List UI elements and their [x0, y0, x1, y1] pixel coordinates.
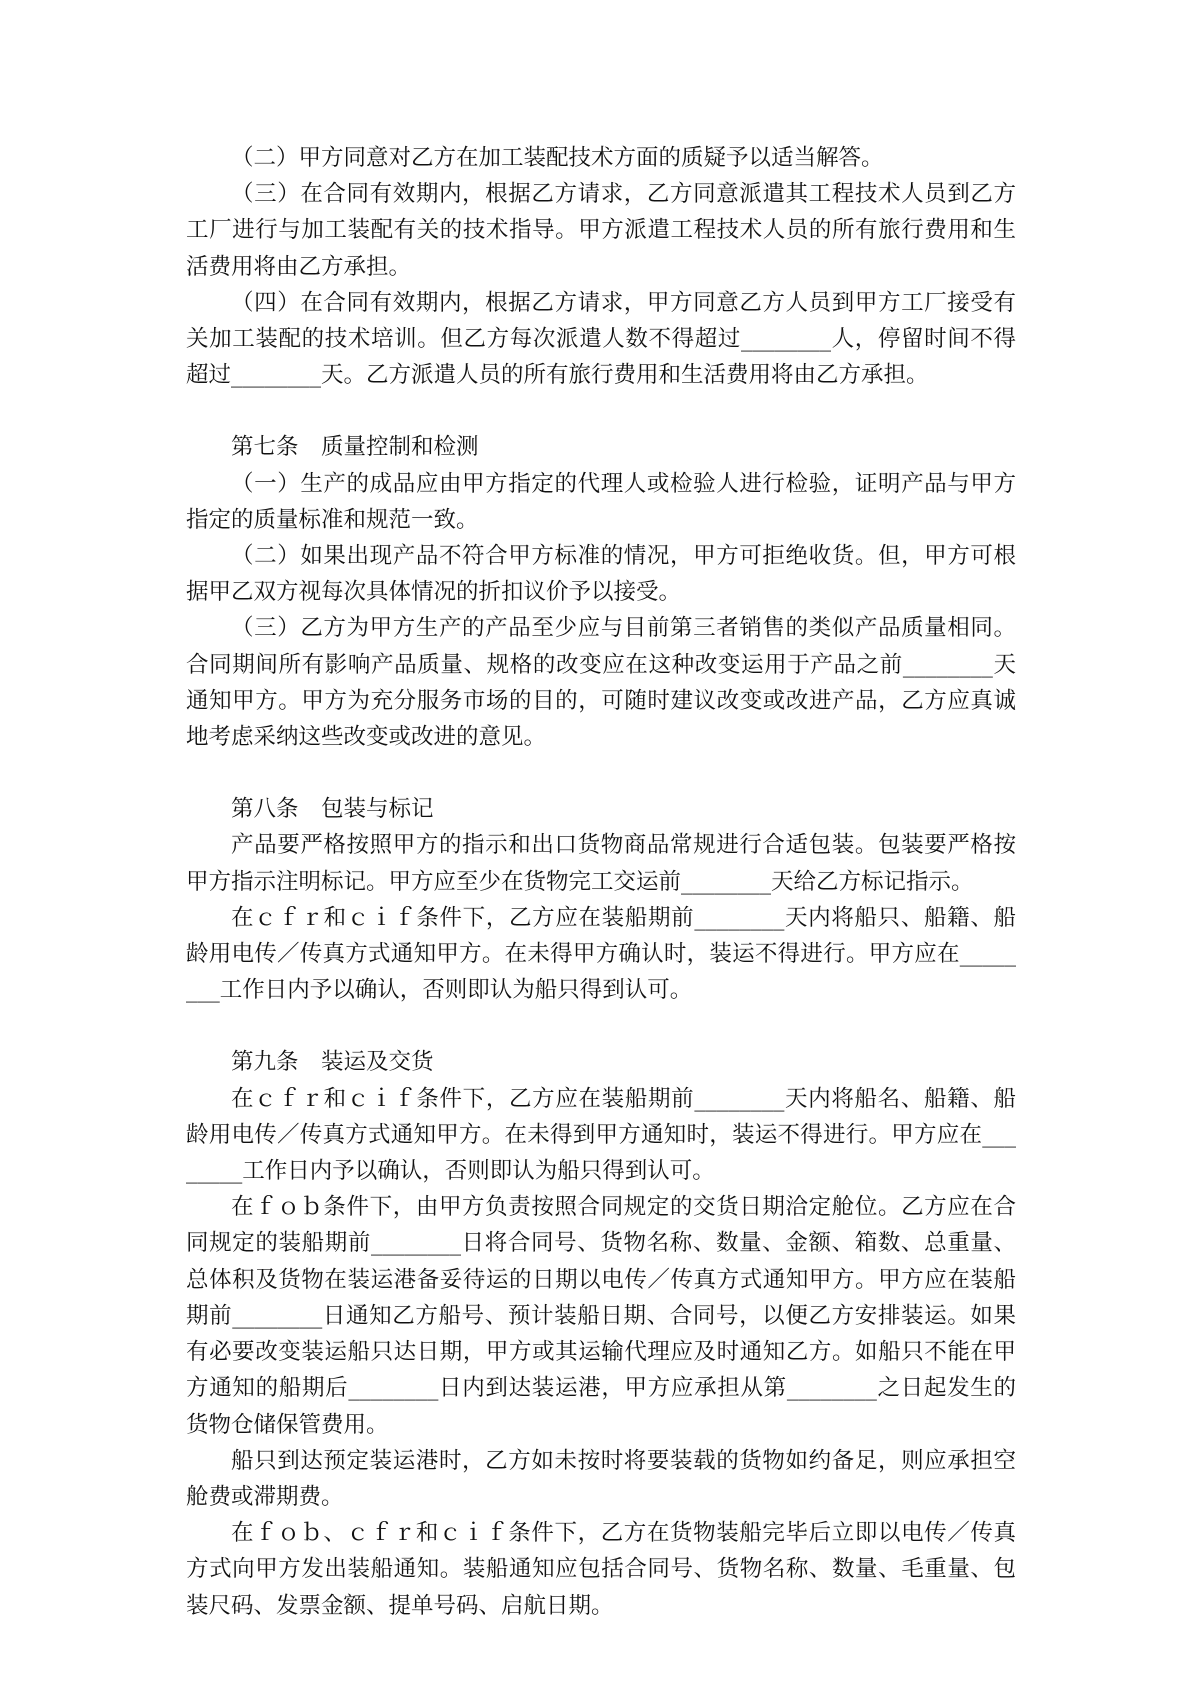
article-7-heading: 第七条 质量控制和检测	[231, 434, 479, 461]
clause-9-2: 在ｆｏｂ条件下，由甲方负责按照合同规定的交货日期洽定舱位。乙方应在合同规定的装船期前________日将合同号、货物名称、数量、金额、箱数、总重量、总体积及货物在装运港备妥待运的日期以电传／传真方式通知甲方。甲方应在装船期前________日通知乙方船号、预计装船日期、合同号，以便乙方安排装运。如果有必要改变装运船只达日期，甲方或其运输代理应及时通知乙方。如船只不能在甲方通知的船期后________日内到达装运港，甲方应承担从第________之日起发生的货物仓储保管费用。	[186, 1194, 1016, 1438]
clause-8-1: 产品要严格按照甲方的指示和出口货物商品常规进行合适包装。包装要严格按甲方指示注明标记。甲方应至少在货物完工交运前________天给乙方标记指示。	[186, 832, 1016, 895]
clause-7-3: （三）乙方为甲方生产的产品至少应与目前第三者销售的类似产品质量相同。合同期间所有影响产品质量、规格的改变应在这种改变运用于产品之前________天通知甲方。甲方为充分服务市场的目的，可随时建议改变或改进产品，乙方应真诚地考虑采纳这些改变或改进的意见。	[186, 615, 1016, 751]
article-9-heading: 第九条 装运及交货	[231, 1049, 434, 1076]
clause-6-3: （三）在合同有效期内，根据乙方请求，乙方同意派遣其工程技术人员到乙方工厂进行与加工装配有关的技术指导。甲方派遣工程技术人员的所有旅行费用和生活费用将由乙方承担。	[186, 181, 1016, 280]
clause-6-2: （二）甲方同意对乙方在加工装配技术方面的质疑予以适当解答。	[231, 145, 884, 171]
clause-9-4: 在ｆｏｂ、ｃｆｒ和ｃｉｆ条件下，乙方在货物装船完毕后立即以电传／传真方式向甲方发出装船通知。装船通知应包括合同号、货物名称、数量、毛重量、包装尺码、发票金额、提单号码、启航日期。	[186, 1520, 1016, 1619]
clause-6-4: （四）在合同有效期内，根据乙方请求，甲方同意乙方人员到甲方工厂接受有关加工装配的技术培训。但乙方每次派遣人数不得超过________人，停留时间不得超过________天。乙方派遣人员的所有旅行费用和生活费用将由乙方承担。	[186, 289, 1016, 389]
clause-7-1: （一）生产的成品应由甲方指定的代理人或检验人进行检验，证明产品与甲方指定的质量标准和规范一致。	[186, 470, 1016, 533]
clause-9-1: 在ｃｆｒ和ｃｉｆ条件下，乙方应在装船期前________天内将船名、船籍、船龄用电传／传真方式通知甲方。在未得到甲方通知时，装运不得进行。甲方应在________工作日内予以确认，否则即认为船只得到认可。	[186, 1085, 1016, 1185]
clause-9-3: 船只到达预定装运港时，乙方如未按时将要装载的货物如约备足，则应承担空舱费或滞期费。	[186, 1447, 1016, 1510]
clause-8-2: 在ｃｆｒ和ｃｉｆ条件下，乙方应在装船期前________天内将船只、船籍、船龄用电传／传真方式通知甲方。在未得甲方确认时，装运不得进行。甲方应在________工作日内予以确认，否则即认为船只得到认可。	[186, 904, 1016, 1004]
contract-page	[186, 140, 1016, 1624]
article-8-heading: 第八条 包装与标记	[231, 796, 434, 823]
clause-7-2: （二）如果出现产品不符合甲方标准的情况，甲方可拒绝收货。但，甲方可根据甲乙双方视每次具体情况的折扣议价予以接受。	[186, 543, 1016, 606]
